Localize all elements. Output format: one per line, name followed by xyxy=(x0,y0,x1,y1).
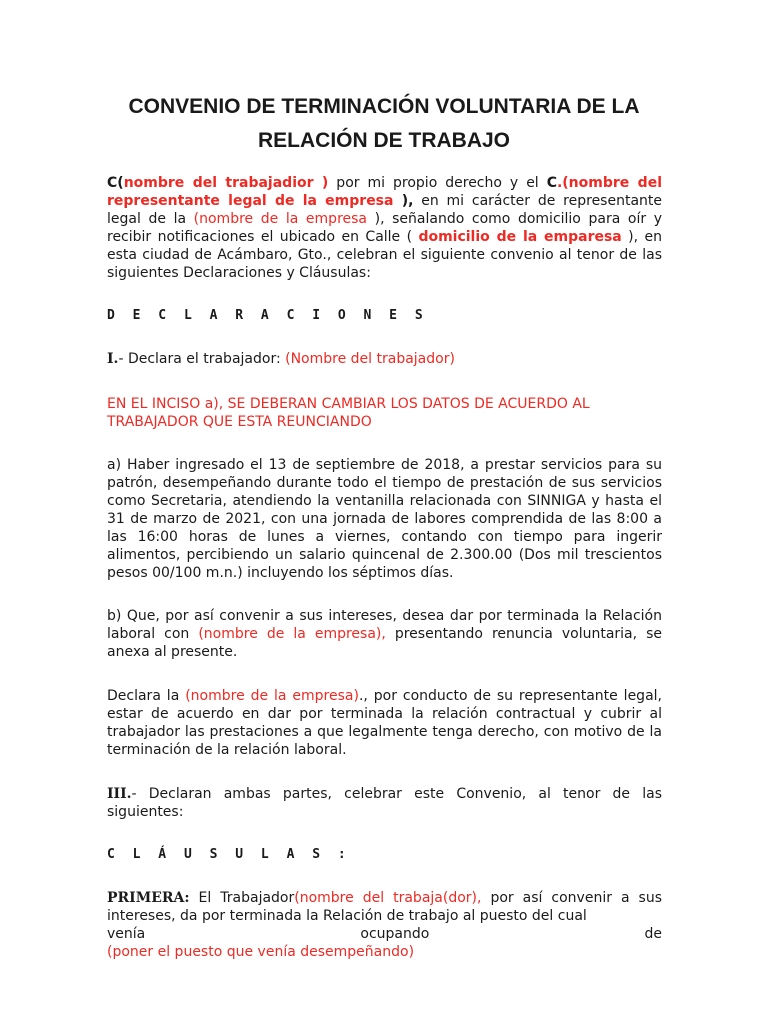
clause-primera-position-placeholder: (poner el puesto que venía desempeñando) xyxy=(107,944,415,960)
declaration-1-worker-placeholder: (Nombre del trabajador) xyxy=(285,351,455,367)
paragraph-b-company-placeholder: (nombre de la empresa), xyxy=(198,626,386,642)
declaration-3 xyxy=(107,785,662,821)
intro-paragraph xyxy=(107,174,662,282)
clause-primera-spread-line xyxy=(107,925,662,943)
declaration-2-company-placeholder: (nombre de la empresa) xyxy=(185,688,359,704)
paragraph-b-text-1: b) Que, por así convenir a sus intereses, desea dar por terminada la Relación laboral con xyxy=(107,608,662,642)
clause-primera-text-1: El Trabajador xyxy=(189,890,295,906)
title-line-1: CONVENIO DE TERMINACIÓN VOLUNTARIA DE LA xyxy=(128,95,640,118)
declaration-2-text-1: Declara la xyxy=(107,688,186,704)
declaration-1-text: - Declara el trabajador: xyxy=(118,351,286,367)
declaration-3-number: III. xyxy=(107,786,132,802)
intro-representative-placeholder: .(nombre del representante legal de la empresa xyxy=(107,175,663,209)
clause-primera-word-2: ocupando xyxy=(360,926,430,942)
clause-primera-body xyxy=(107,889,662,925)
editor-notice-line-2: TRABAJADOR QUE ESTA REUNCIANDO xyxy=(107,414,372,430)
intro-company-placeholder: (nombre de la empresa xyxy=(193,211,375,227)
intro-c2: C xyxy=(546,175,557,191)
clause-primera-word-3: de xyxy=(644,926,662,942)
clausulas-heading: C L Á U S U L A S : xyxy=(107,847,351,862)
intro-text-3: ), señalando como domicilio para oír y recibir notificaciones el ubicado en Calle ( xyxy=(107,211,662,245)
intro-text-2: en mi carácter de representante legal de la xyxy=(107,193,663,227)
declaration-3-text: - Declaran ambas partes, celebrar este Convenio, al tenor de las siguientes: xyxy=(107,786,662,820)
title-line-2: RELACIÓN DE TRABAJO xyxy=(257,129,510,152)
intro-text-1: por mi propio derecho y el xyxy=(328,175,547,191)
paragraph-b xyxy=(107,607,662,661)
intro-address-placeholder: domicilio de la emparesa xyxy=(418,229,622,245)
editor-notice-line-1: EN EL INCISO a), SE DEBERAN CAMBIAR LOS DATOS DE ACUERDO AL xyxy=(107,396,590,412)
document-title xyxy=(100,90,668,158)
clause-primera-word-1: venía xyxy=(107,926,146,942)
intro-c1: C( xyxy=(107,175,124,191)
clause-primera-text-2: por así convenir a sus intereses, da por terminada la Relación de trabajo al puesto del cual xyxy=(107,890,663,924)
intro-text-4: ), en esta ciudad de Acámbaro, Gto., celebran el siguiente convenio al tenor de las siguientes Declaraciones y Cláusulas: xyxy=(107,229,662,281)
clause-primera-label: PRIMERA: xyxy=(107,890,190,906)
editor-notice xyxy=(107,395,662,431)
paragraph-b-text-2: presentando renuncia voluntaria, se anexa al presente. xyxy=(107,626,663,660)
intro-worker-name-placeholder: nombre del trabajadior ) xyxy=(123,175,329,191)
declaration-1-number: I. xyxy=(107,351,119,367)
paragraph-a: a) Haber ingresado el 13 de septiembre de 2018, a prestar servicios para su patrón, desempeñando durante todo el tiempo de prestación de sus servicios como Secretaria, atendiendo la ventanilla relacionada con SINNIGA y hasta el 31 de marzo de 2021, con una jornada de labores comprendida de las 8:00 a las 16:00 horas de lunes a viernes, contando con tiempo para ingerir alimentos, percibiendo un salario quincenal de 2.300.00 (Dos mil trescientos pesos 00/100 m.n.) incluyendo los séptimos días. xyxy=(107,457,662,581)
declaraciones-heading: D E C L A R A C I O N E S xyxy=(107,308,428,323)
declaration-2 xyxy=(107,687,662,759)
declaration-2-text-2: ., por conducto de su representante legal, estar de acuerdo en dar por terminada la relación contractual y cubrir al trabajador las prestaciones a que legalmente tenga derecho, con motivo de la terminación de la relación laboral. xyxy=(107,688,662,758)
clause-primera-worker-placeholder: (nombre del trabaja(dor), xyxy=(294,890,482,906)
declaration-1 xyxy=(107,350,662,368)
clause-primera xyxy=(107,889,662,961)
intro-representative-close: ), xyxy=(401,193,414,209)
